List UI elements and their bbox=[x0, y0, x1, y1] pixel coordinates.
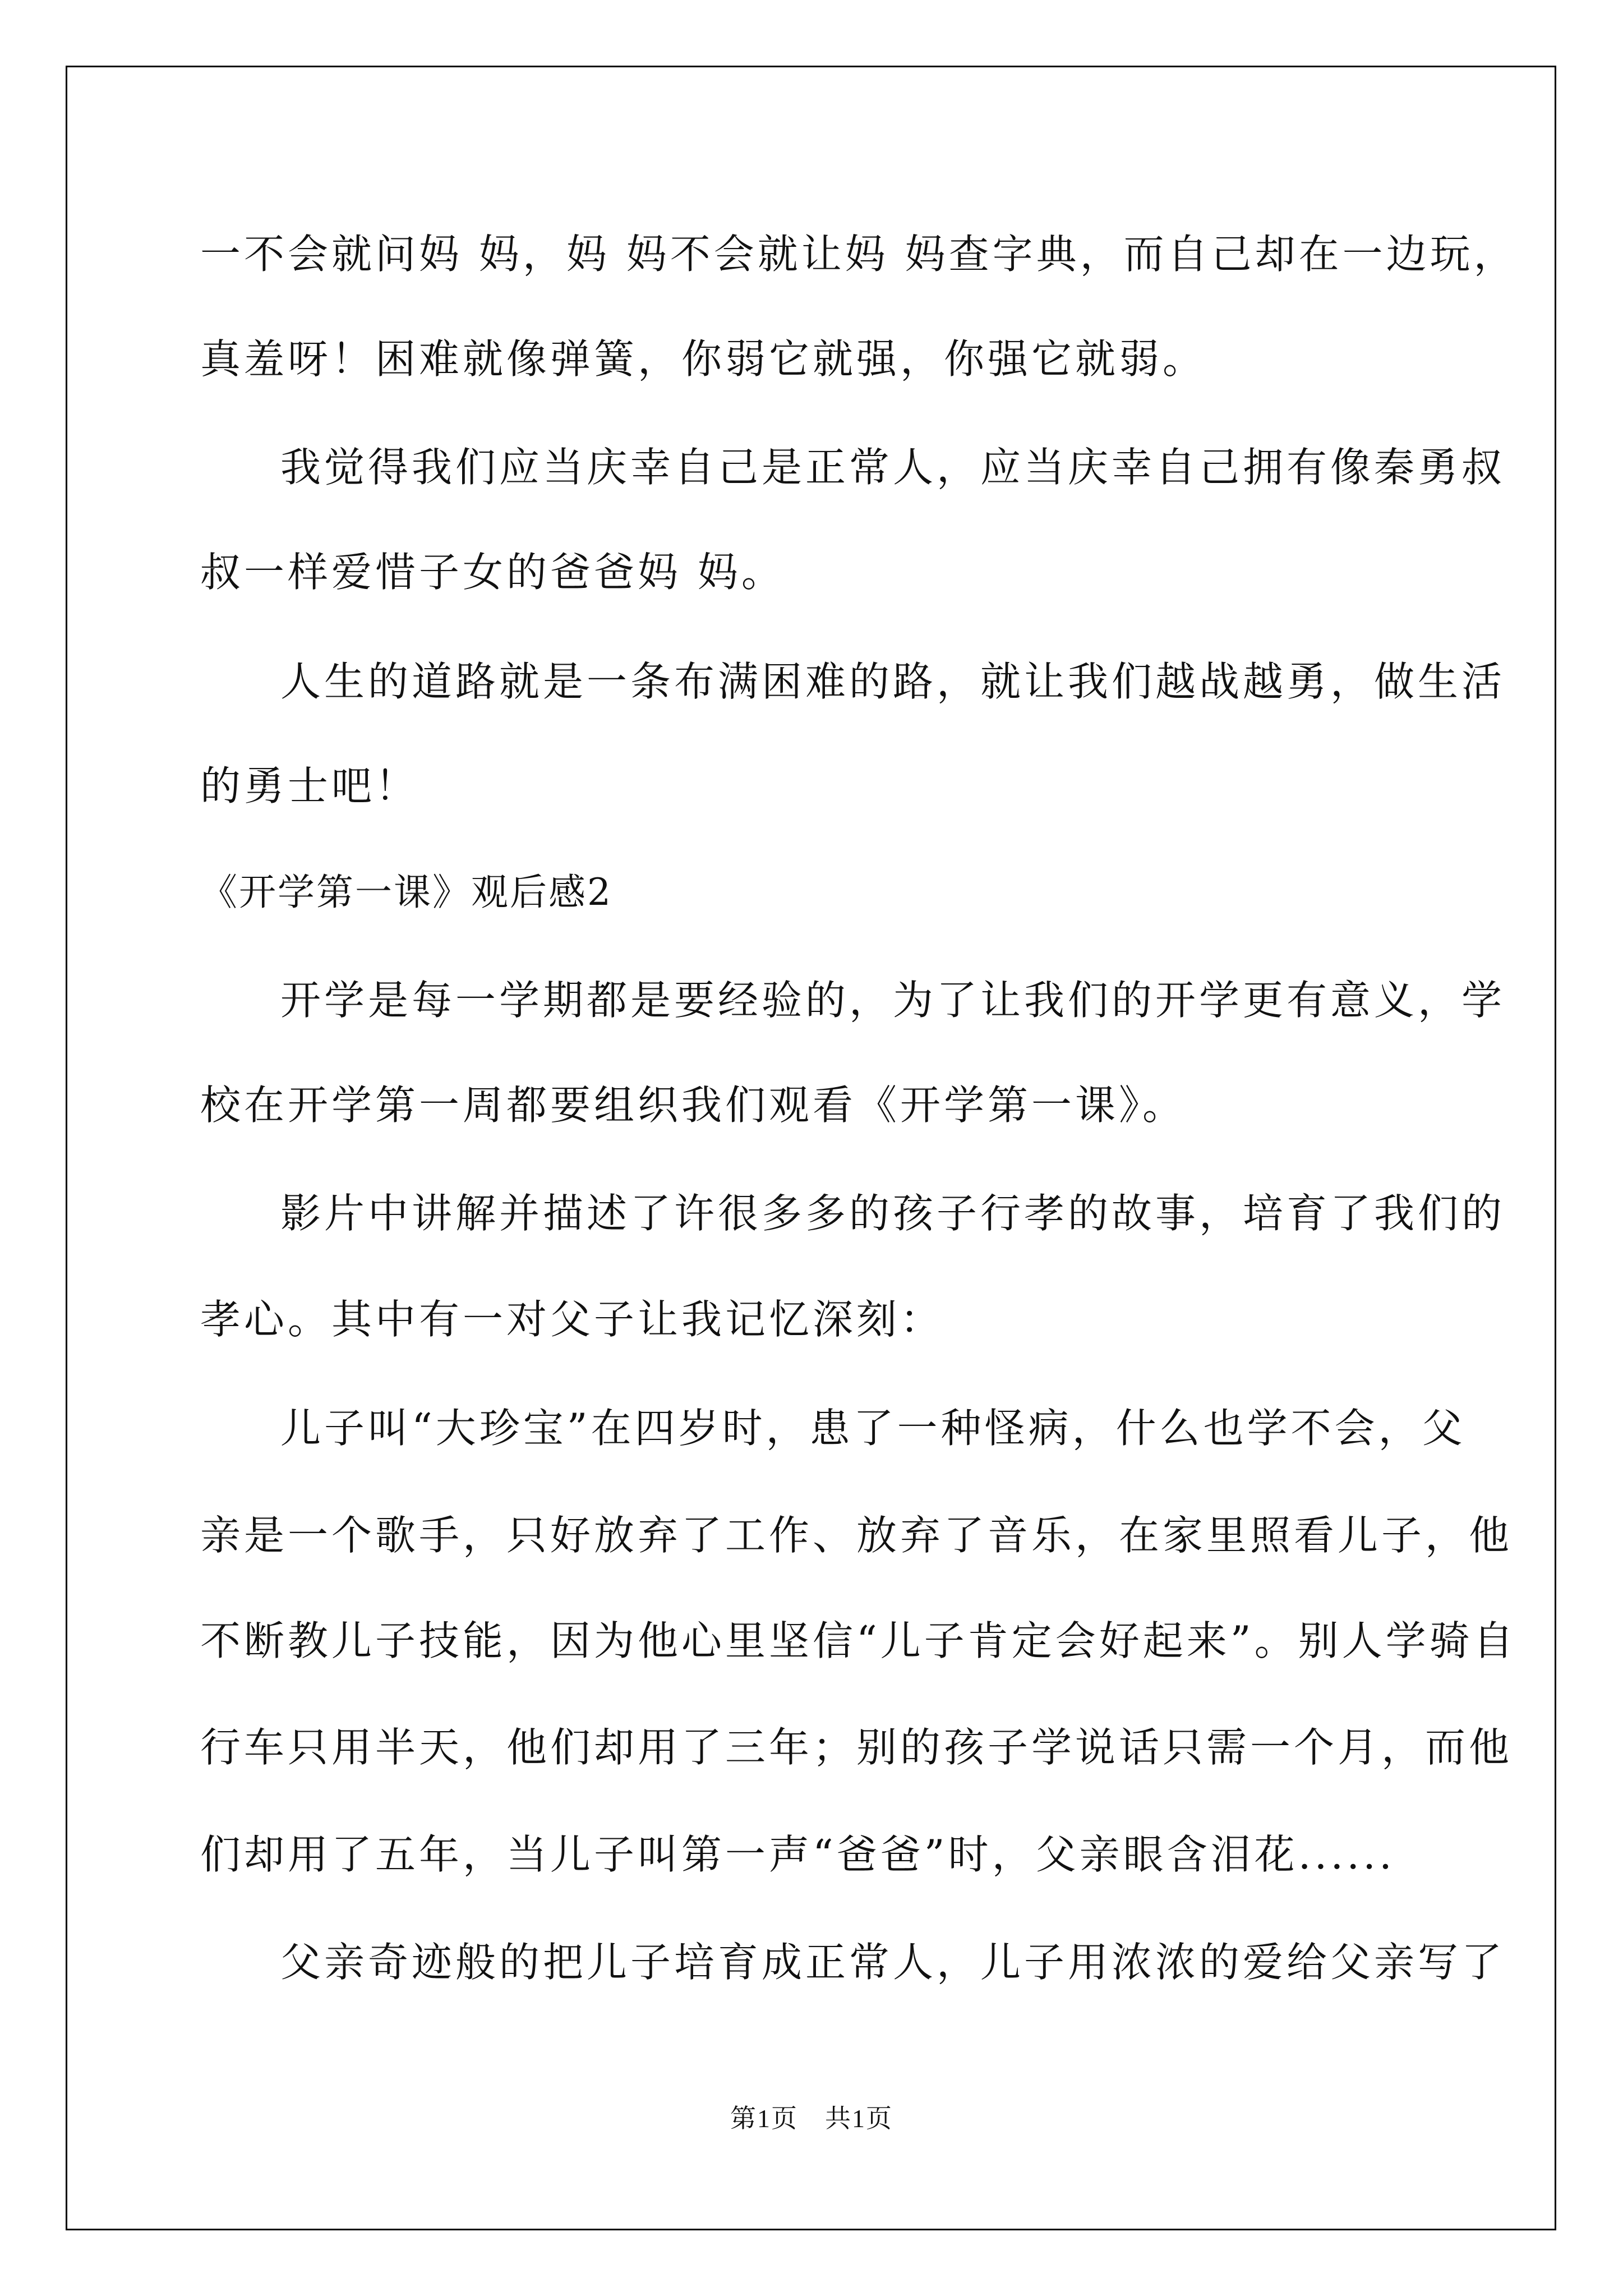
body-line-5: 人生的道路就是一条布满困难的路，就让我们越战越勇，做生活 bbox=[280, 658, 1506, 705]
body-line-3: 我觉得我们应当庆幸自己是正常人，应当庆幸自己拥有像秦勇叔 bbox=[280, 444, 1506, 491]
body-line-2: 真羞呀！困难就像弹簧，你弱它就强，你强它就弱。 bbox=[200, 335, 1207, 383]
body-line-9: 校在开学第一周都要组织我们观看《开学第一课》。 bbox=[200, 1082, 1187, 1129]
body-line-15: 行车只用半天，他们却用了三年；别的孩子学说话只需一个月，而他 bbox=[200, 1724, 1513, 1771]
body-line-12: 儿子叫“大珍宝”在四岁时，患了一种怪病，什么也学不会，父 bbox=[280, 1405, 1466, 1452]
body-line-17: 父亲奇迹般的把儿子培育成正常人，儿子用浓浓的爱给父亲写了 bbox=[280, 1939, 1506, 1986]
body-line-13: 亲是一个歌手，只好放弃了工作、放弃了音乐，在家里照看儿子，他 bbox=[200, 1512, 1513, 1559]
body-line-10: 影片中讲解并描述了许很多多的孩子行孝的故事，培育了我们的 bbox=[280, 1190, 1506, 1237]
section-heading: 《开学第一课》观后感2 bbox=[200, 871, 612, 914]
body-line-16: 们却用了五年，当儿子叫第一声“爸爸”时，父亲眼含泪花...... bbox=[200, 1831, 1395, 1878]
body-line-11: 孝心。其中有一对父子让我记忆深刻： bbox=[200, 1296, 944, 1343]
body-line-6: 的勇士吧！ bbox=[200, 762, 419, 809]
body-line-4: 叔一样爱惜子女的爸爸妈 妈。 bbox=[200, 549, 785, 596]
page-footer: 第1页 共1页 bbox=[730, 2104, 893, 2133]
body-line-8: 开学是每一学期都是要经验的，为了让我们的开学更有意义，学 bbox=[280, 977, 1506, 1024]
page-border bbox=[66, 66, 1556, 2230]
body-line-14: 不断教儿子技能，因为他心里坚信“儿子肯定会好起来”。别人学骑自 bbox=[200, 1617, 1517, 1664]
body-line-1: 一不会就问妈 妈，妈 妈不会就让妈 妈查字典，而自己却在一边玩， bbox=[200, 231, 1518, 278]
